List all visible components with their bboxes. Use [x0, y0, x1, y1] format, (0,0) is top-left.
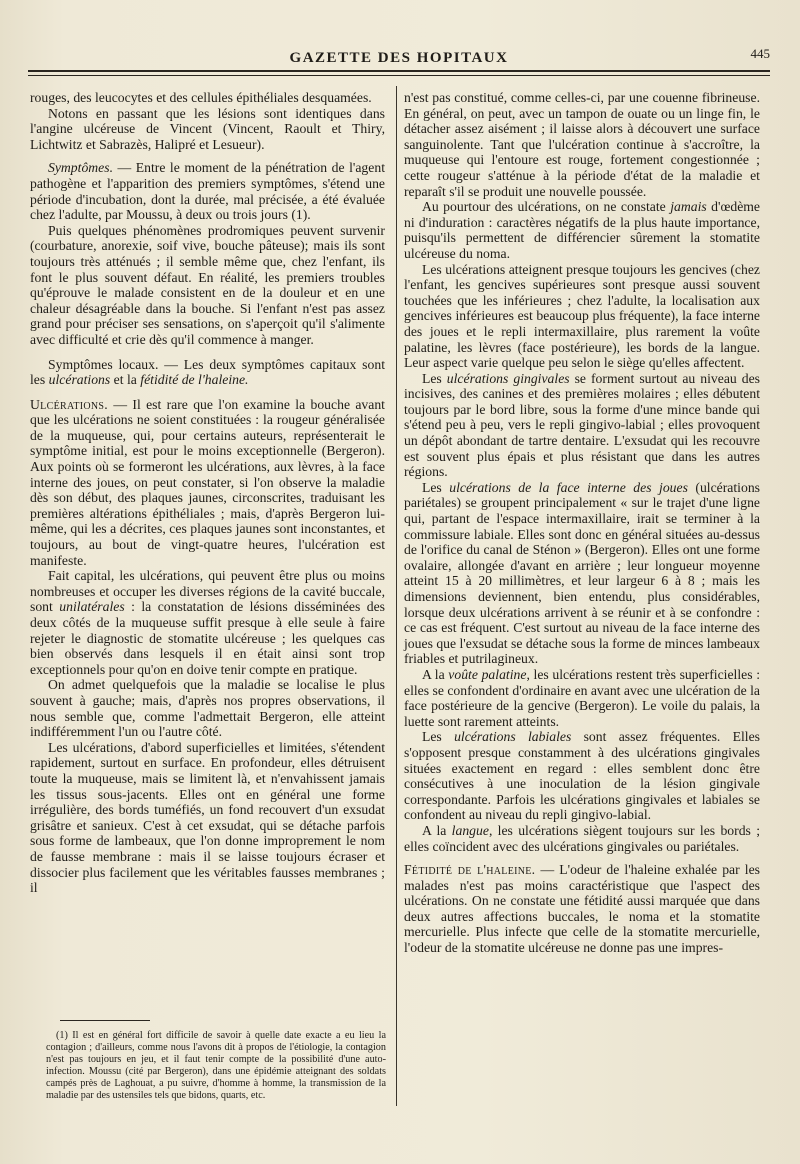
paragraph: Les ulcérations atteignent presque toujours les gencives (chez l'enfant, les gencives supérieures sont presque aussi souvent touchées que les inférieures ; chez l'adulte, la localisation aux gencives inférieures est beaucoup plus fréquente), la face interne des joues et le repli intermaxillaire, plus rarement la voûte palatine, les lèvres (face postérieure), les bords de la langue. Leur aspect varie quelque peu selon le siège qu'elles affectent. — [404, 261, 760, 371]
page-number: 445 — [750, 46, 770, 61]
section-heading: Fétidité de l'haleine. — [404, 862, 536, 878]
section-heading: Ulcérations. — [30, 396, 109, 412]
paragraph: Notons en passant que les lésions sont identiques dans l'angine ulcéreuse de Vincent (Vincent, Raoult et Thiry, Lichtwitz et Sabrazès, Halipré et Lesueur). — [30, 105, 385, 152]
header-rule — [28, 70, 770, 72]
right-column — [404, 90, 760, 956]
footnote — [46, 1030, 386, 1102]
paragraph: Les ulcérations de la face interne des joues (ulcérations pariétales) se groupent principalement « sur le trajet d'une ligne qui, partant de l'espace intermaxillaire, irait se terminer à la commissure labiale. Elles sont donc en général situées au-dessus de l'orifice du canal de Sténon » (Bergeron). Elles ont une forme ovalaire, allongée d'avant en arrière ; leur longueur moyenne atteint 15 à 20 millimètres, et leur largeur 6 à 8 ; mais les dimensions deviennent, bien entendu, plus considérables, lorsque deux ulcérations arrivent à se réunir et à se confondre : ce cas est fréquent. C'est surtout au niveau de la face interne des joues que l'exsudat se détache sous la forme de minces lambeaux friables et putrilagineux. — [404, 479, 761, 667]
running-title: GAZETTE DES HOPITAUX — [289, 50, 509, 66]
paragraph-symptomes-locaux: Symptômes locaux. — Les deux symptômes capitaux sont les ulcérations et la fétidité de l'haleine. — [30, 356, 385, 388]
paragraph: A la voûte palatine, les ulcérations restent très superficielles : elles se confondent d'ordinaire en avant avec une ulcération de la face postérieure de la gencive (Bergeron). Le voile du palais, la luette sont rarement atteints. — [404, 666, 761, 729]
column-divider — [396, 86, 397, 1106]
footnote-text: (1) Il est en général fort difficile de savoir à quelle date exacte a eu lieu la contagion ; d'ailleurs, comme nous l'avons dit à propos de l'étiologie, la contagion n'est pas toujours en jeu, et il faut tenir compte de la possibilité d'une auto-infection. Moussu (cité par Bergeron), dans une épidémie atteignant des soldats campés près de Laghouat, a pu suivre, d'homme à homme, la transmission de la maladie par des ustensiles tels que bidons, quarts, etc. — [46, 1030, 386, 1101]
paragraph: rouges, des leucocytes et des cellules épithéliales desquamées. — [30, 90, 372, 105]
left-column — [30, 90, 385, 896]
section-heading: Symptômes. — [48, 160, 114, 176]
paragraph-symptomes: Symptômes. — Entre le moment de la pénétration de l'agent pathogène et l'apparition des premiers symptômes, s'étend une période d'incubation, dont la durée, mal précisée, a été évaluée chez l'adulte, par Moussu, à deux ou trois jours (1). — [30, 160, 385, 223]
footnote-rule — [60, 1020, 150, 1021]
section-heading: Symptômes locaux. — [48, 356, 159, 372]
paragraph: n'est pas constitué, comme celles-ci, par une couenne fibrineuse. En général, on peut, avec un tampon de ouate ou un linge fin, le détacher assez aisément ; il laisse alors à découvert une surface sanguinolente. Tant que l'ulcération continue à s'accroître, la muqueuse qui l'entoure est rouge, fortement congestionnée ; cette rougeur s'atténue à la période d'état de la maladie et reparaît s'il se produit une nouvelle poussée. — [404, 90, 760, 199]
paragraph: On admet quelquefois que la maladie se localise le plus souvent à gauche; mais, d'après nos propres observations, il nous semble que, comme l'admettait Bergeron, elle atteint indifféremment l'un ou l'autre côté. — [30, 677, 385, 740]
paragraph: Les ulcérations labiales sont assez fréquentes. Elles s'opposent presque constamment à des ulcérations gingivales situées exactement en regard : elles semblent donc être consécutives à une inoculation de la lésion gingivale correspondante. Parfois les ulcérations gingivales et labiales se confondent au niveau du repli gingivo-labial. — [404, 729, 760, 823]
paragraph: Puis quelques phénomènes prodromiques peuvent survenir (courbature, anorexie, soif vive, bouche pâteuse); mais ils sont toujours très atténués ; il semble même que, chez l'enfant, ils font le plus souvent défaut. En réalité, les premiers troubles qu'éprouve le malade consistent en de la douleur et en une chaleur désagréable dans la bouche. Si l'enfant n'est pas assez grand pour préciser ses sensations, on s'aperçoit qu'il s'alimente avec difficulté et crie dès qu'il commence à manger. — [30, 222, 385, 347]
paragraph-ulcerations: Ulcérations. — Il est rare que l'on examine la bouche avant que les ulcérations ne soient constituées : la rougeur généralisée de la muqueuse, qui, pour certains auteurs, représenterait le symptôme initial, est pour le moins exceptionnelle (Bergeron). Aux points où se formeront les ulcérations, aux lèvres, à la face interne des joues, on peut constater, si l'on observe la maladie dès son début, des plaques jaunes, circonscrites, traduisant les premières altérations épithéliales ; mais, d'après Bergeron lui-même, qui les a décrites, ces plaques jaunes sont inconstantes, et toujours, au bout de vingt-quatre heures, l'ulcération est manifeste. — [30, 396, 385, 568]
paragraph: Au pourtour des ulcérations, on ne constate jamais d'œdème ni d'induration : caractères négatifs de la plus haute importance, puisqu'ils permettent de différencier sûrement la stomatite ulcéreuse du noma. — [404, 199, 760, 261]
paragraph-fetidite: Fétidité de l'haleine. — L'odeur de l'haleine exhalée par les malades n'est pas moins caractéristique que l'aspect des ulcérations. On ne constate une fétidité aussi marquée que dans deux autres affections buccales, le noma et la stomatite mercurielle. Plus infecte que celle de la stomatite mercurielle, l'odeur de la stomatite ulcéreuse ne donne pas une impres- — [404, 862, 760, 956]
paragraph: Fait capital, les ulcérations, qui peuvent être plus ou moins nombreuses et occuper les diverses régions de la cavité buccale, sont unilatérales : la constatation de lésions disséminées des deux côtés de la muqueuse suffit presque à elle seule à faire rejeter le diagnostic de stomatite ulcéreuse ; les quelques cas bien observés dans lesquels il en était ainsi sont trop exceptionnels pour qu'on en doive tenir compte en pratique. — [30, 568, 385, 677]
paragraph: A la langue, les ulcérations siègent toujours sur les bords ; elles coïncident avec des ulcérations gingivales ou pariétales. — [404, 822, 761, 854]
paragraph: Les ulcérations gingivales se forment surtout au niveau des incisives, des canines et des premières molaires ; elles débutent toujours par le bord libre, sous la forme d'une mince bande qui s'étend peu à peu, vers le repli gingivo-labial ; elles provoquent un dépôt abondant de tartre dentaire. L'exsudat qui les recouvre est souvent plus épais et plus résistant que dans les autres régions. — [404, 370, 760, 480]
header-rule-thin — [28, 75, 770, 76]
paragraph: Les ulcérations, d'abord superficielles et limitées, s'étendent rapidement, surtout en surface. En profondeur, elles détruisent toute la muqueuse, mais se limitent là, et n'envahissent jamais les tissus sous-jacents. Elles ont en général une forme irrégulière, des bords tuméfiés, un fond recouvert d'un exsudat grisâtre et sanieux. C'est à cet exsudat, qui se détache parfois sous forme de lambeaux, que l'on donne improprement le nom de fausse membrane : mais il se laisse toujours écraser et dissocier plus facilement que les véritables fausses membranes ; il — [30, 739, 385, 896]
